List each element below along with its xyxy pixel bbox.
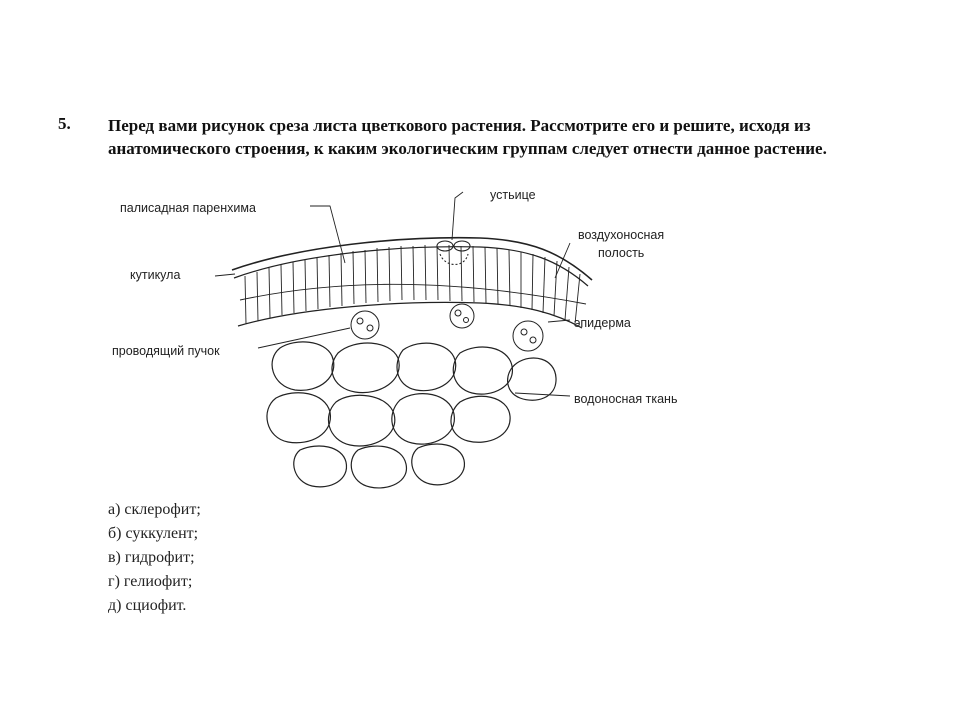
question-text: Перед вами рисунок среза листа цветкового растения. Рассмотрите его и решите, исходя из анатомического строения, к каким экологическим группам следует отнести данное растение.	[108, 116, 827, 158]
palisade-cells	[240, 245, 586, 324]
label-epidermis: эпидерма	[574, 316, 631, 330]
answer-option-c: в) гидрофит;	[108, 549, 195, 566]
label-palisade-parenchyma: палисадная паренхима	[120, 201, 256, 215]
answer-options	[108, 498, 201, 618]
answer-option-d: г) гелиофит;	[108, 573, 193, 590]
cuticle-outline	[232, 238, 592, 280]
label-air-cavity-line2: полость	[598, 246, 645, 260]
label-vascular-bundle: проводящий пучок	[112, 344, 220, 358]
label-water-tissue: водоносная ткань	[574, 392, 678, 406]
answer-option-e: д) сциофит.	[108, 597, 187, 614]
answer-option-b: б) суккулент;	[108, 525, 199, 542]
leaf-cross-section-diagram	[100, 188, 720, 498]
leader-lines	[215, 192, 570, 396]
stoma	[437, 241, 470, 265]
label-cuticle: кутикула	[130, 268, 181, 282]
water-tissue-cells	[267, 342, 556, 488]
label-stoma: устьице	[490, 188, 536, 202]
answer-option-a: а) склерофит;	[108, 501, 201, 518]
question-number: 5.	[58, 114, 71, 133]
label-air-cavity-line1: воздухоносная	[578, 228, 665, 242]
